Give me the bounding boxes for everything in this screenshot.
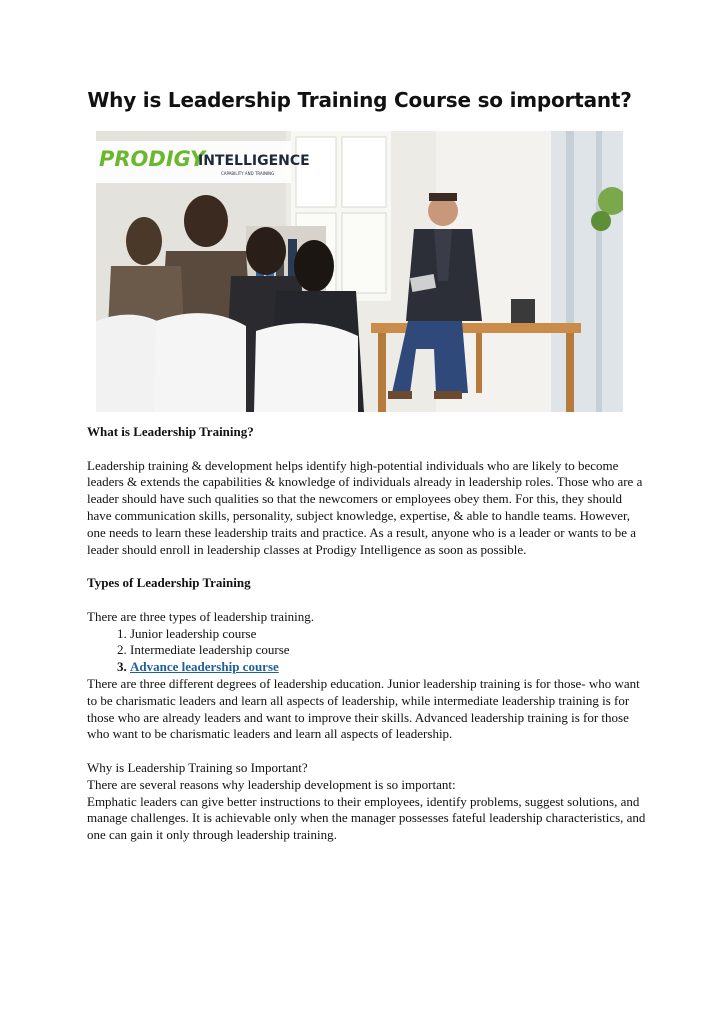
page-title: Why is Leadership Training Course so important? [87, 88, 632, 112]
advance-course-link[interactable]: Advance leadership course [130, 659, 279, 675]
section-heading-why: Why is Leadership Training so Important? [87, 759, 308, 775]
paragraph-why: Emphatic leaders can give better instructions to their employees, identify problems, suggest solutions, and manage challenges. It is achievable only when the manager possesses fateful leadership characteristics, and one can gain it only through leadership training. [87, 793, 646, 843]
section-heading-types: Types of Leadership Training [87, 575, 251, 591]
hero-image [96, 131, 623, 412]
list-item [130, 659, 647, 676]
paragraph-types: There are three different degrees of leadership education. Junior leadership training is for those- who want to be charismatic leaders and learn all aspects of leadership, while intermediate leadership training is for those who are already leaders and want to improve their skills. Advanced leadership training is for those who want to be charismatic leaders and learn all aspects of leadership. [87, 675, 640, 742]
prodigy-intelligence-logo [96, 141, 310, 183]
paragraph-types-intro: There are three types of leadership training. [87, 608, 315, 624]
section-heading-what: What is Leadership Training? [87, 424, 254, 439]
svg-text:PRODIGY: PRODIGY [99, 147, 206, 171]
classroom-photo [96, 131, 623, 412]
list-item: 1. Junior leadership course [130, 626, 647, 643]
svg-text:INTELLIGENCE: INTELLIGENCE [198, 153, 310, 169]
document-body [87, 424, 647, 844]
list-item: 2. Intermediate leadership course [130, 642, 647, 659]
paragraph-why-intro: There are several reasons why leadership development is so important: [87, 776, 456, 792]
types-list [87, 626, 647, 676]
paragraph-what: Leadership training & development helps identify high-potential individuals who are likely to become leaders & extends the capabilities & knowledge of individuals already in leadership roles. Those who are a leader should have such qualities so that the newcomers or employees obey them. For this, they should have communication skills, personality, subject knowledge, expertise, & able to handle teams. However, one needs to learn these leadership traits and practice. As a result, anyone who is a leader or wants to be a leader should enroll in leadership classes at Prodigy Intelligence as soon as possible. [87, 457, 643, 557]
svg-text:CAPABILITY AND TRAINING: CAPABILITY AND TRAINING [221, 171, 275, 176]
